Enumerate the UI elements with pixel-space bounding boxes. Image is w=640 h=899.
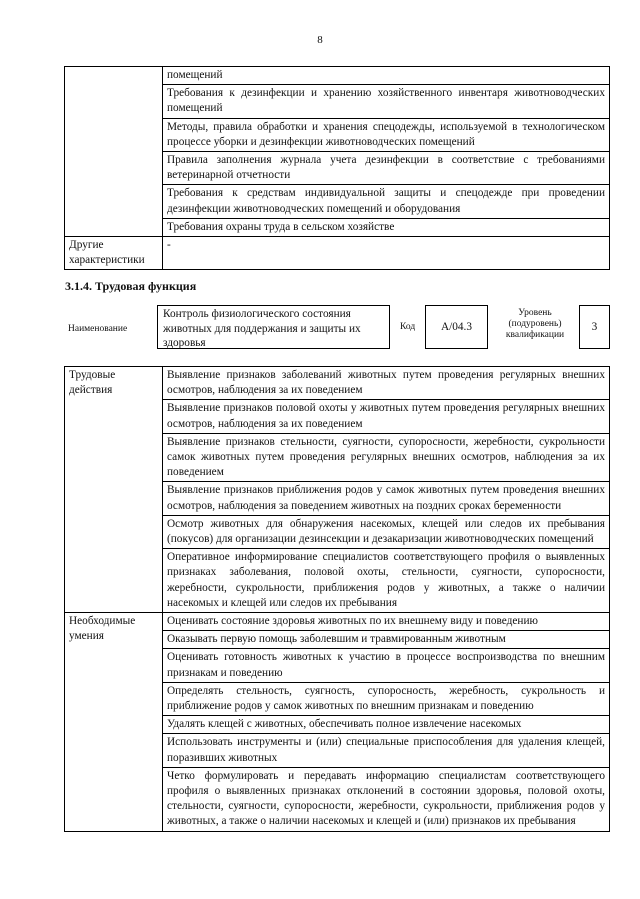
- other-characteristics-value: -: [163, 237, 610, 270]
- skill-item: Оценивать состояние здоровья животных по их внешнему виду и поведению: [163, 613, 610, 631]
- page-number: 8: [317, 34, 323, 46]
- knowledge-label-cell: [65, 67, 163, 237]
- name-label: Наименование: [68, 324, 128, 334]
- skill-item: Определять стельность, суягность, супоросность, жеребность, сукрольность и приближение родов у самок животных по внешним признакам и поведению: [163, 682, 610, 715]
- qualification-level-box: 3: [579, 305, 610, 349]
- table-row: [65, 367, 610, 400]
- skill-item: Оказывать первую помощь заболевшим и травмированным животным: [163, 631, 610, 649]
- qualification-level-label: Уровень (подуровень) квалификации: [505, 308, 565, 340]
- skill-item: Оценивать готовность животных к участию в процессе воспроизводства по внешним признакам и поведению: [163, 649, 610, 682]
- function-name-box: Контроль физиологического состояния животных для поддержания и защиты их здоровья: [157, 305, 390, 349]
- labor-action-item: Осмотр животных для обнаружения насекомых, клещей или следов их пребывания (покусов) для организации дезинсекции и дезакаризации животноводческих помещений: [163, 515, 610, 548]
- function-code-box: А/04.3: [425, 305, 488, 349]
- other-characteristics-label: Другие характеристики: [65, 237, 163, 270]
- knowledge-item: помещений: [163, 67, 610, 85]
- labor-action-item: Оперативное информирование специалистов соответствующего профиля о выявленных признаках заболевания, половой охоты, стельности, суягности, супоросности, жеребности, сукрольности, приближения родов у животных, а также о наличии насекомых и клещей или следов их пребывания: [163, 549, 610, 613]
- knowledge-item: Правила заполнения журнала учета дезинфекции в соответствие с требованиями ветеринарной отчетности: [163, 152, 610, 185]
- knowledge-item: Методы, правила обработки и хранения спецодежды, используемой в технологическом процессе уборки и дезинфекции животноводческих помещений: [163, 118, 610, 151]
- labor-action-item: Выявление признаков половой охоты у животных путем проведения регулярных внешних осмотров, наблюдения за их поведением: [163, 400, 610, 433]
- required-skills-label: Необходимые умения: [65, 613, 163, 832]
- section-heading: 3.1.4. Трудовая функция: [65, 279, 197, 293]
- table-row: [65, 67, 610, 85]
- knowledge-continuation-table: [64, 66, 610, 270]
- knowledge-item: Требования к средствам индивидуальной защиты и спецодежде при проведении дезинфекции животноводческих помещений и оборудования: [163, 185, 610, 218]
- knowledge-item: Требования охраны труда в сельском хозяйстве: [163, 218, 610, 236]
- table-row: [65, 613, 610, 631]
- labor-actions-label: Трудовые действия: [65, 367, 163, 613]
- labor-action-item: Выявление признаков заболеваний животных путем проведения регулярных внешних осмотров, наблюдения за их поведением: [163, 367, 610, 400]
- skill-item: Использовать инструменты и (или) специальные приспособления для удаления клещей, поразивших животных: [163, 734, 610, 767]
- knowledge-item: Требования к дезинфекции и хранению хозяйственного инвентаря животноводческих помещений: [163, 85, 610, 118]
- skill-item: Четко формулировать и передавать информацию специалистам соответствующего профиля о выявленных признаках отклонений в состоянии здоровья, половой охоты, стельности, суягности, супоросности, жеребности, сукрольности, приближения родов у животных, а также о наличии насекомых и клещей и (или) признаков их пребывания: [163, 767, 610, 831]
- skill-item: Удалять клещей с животных, обеспечивать полное извлечение насекомых: [163, 716, 610, 734]
- code-label: Код: [400, 322, 416, 332]
- table-row: [65, 237, 610, 270]
- labor-action-item: Выявление признаков стельности, суягности, супоросности, жеребности, сукрольности самок животных путем проведения регулярных внешних осмотров, наблюдения за их поведением: [163, 433, 610, 482]
- labor-action-item: Выявление признаков приближения родов у самок животных путем проведения внешних осмотров, наблюдения за поведением животных на поздних сроках беременности: [163, 482, 610, 515]
- labor-function-table: [64, 366, 610, 832]
